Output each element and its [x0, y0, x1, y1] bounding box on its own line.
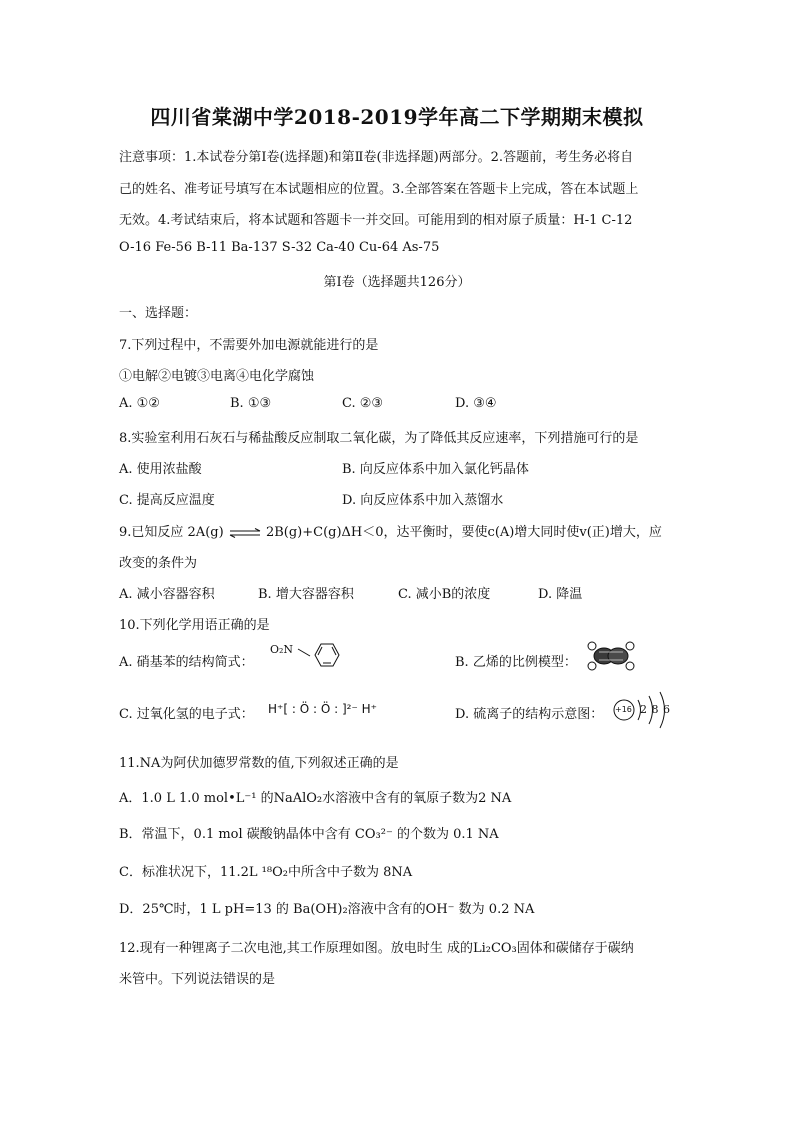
- q12-stem-line-2: 米管中。下列说法错误的是: [119, 972, 276, 987]
- q7-sub: ①电解②电镀③电离④电化学腐蚀: [119, 369, 315, 384]
- q8-option-b: B. 向反应体系中加入氯化钙晶体: [342, 462, 529, 477]
- q11-option-a: A．1.0 L 1.0 mol•L⁻¹ 的NaAlO₂水溶液中含有的氧原子数为2 NA: [119, 791, 512, 806]
- q9-option-b: B. 增大容器容积: [258, 587, 354, 602]
- q7-option-c: C. ②③: [342, 396, 384, 411]
- q9-stem-line-1: [119, 521, 662, 540]
- nitro-group-label: O₂N: [270, 643, 294, 656]
- q11-option-c: C．标准状况下，11.2L ¹⁸O₂中所含中子数为 8NA: [119, 865, 413, 880]
- q9-option-a: A. 减小容器容积: [119, 587, 215, 602]
- q7-stem: 7.下列过程中，不需要外加电源就能进行的是: [119, 338, 379, 353]
- q10-option-b: B. 乙烯的比例模型：: [455, 655, 577, 670]
- q7-option-d: D. ③④: [455, 396, 497, 411]
- q8-option-d: D. 向反应体系中加入蒸馏水: [342, 493, 504, 508]
- q10-stem: 10.下列化学用语正确的是: [119, 618, 270, 633]
- ethylene-model-icon: [585, 640, 637, 672]
- notice-line-1: 注意事项：1.本试卷分第Ⅰ卷(选择题)和第Ⅱ卷(非选择题)两部分。2.答题前，考生务必将自: [119, 150, 634, 165]
- q11-option-b: B．常温下，0.1 mol 碳酸钠晶体中含有 CO₃²⁻ 的个数为 0.1 NA: [119, 827, 499, 842]
- sulfide-nucleus-label: +16: [615, 705, 632, 714]
- notice-line-4: O-16 Fe-56 B-11 Ba-137 S-32 Ca-40 Cu-64 As-75: [119, 240, 440, 255]
- q11-stem: 11.NA为阿伏加德罗常数的值,下列叙述正确的是: [119, 756, 399, 771]
- notice-line-3: 无效。4.考试结束后，将本试题和答题卡一并交回。可能用到的相对原子质量：H-1 C-12: [119, 213, 633, 228]
- notice-line-2: 己的姓名、准考证号填写在本试题相应的位置。3.全部答案在答题卡上完成，答在本试题上: [119, 182, 639, 197]
- q8-option-a: A. 使用浓盐酸: [119, 462, 202, 477]
- q8-stem: 8.实验室利用石灰石与稀盐酸反应制取二氧化碳，为了降低其反应速率，下列措施可行的是: [119, 431, 639, 446]
- q12-stem-line-1: 12.现有一种锂离子二次电池,其工作原理如图。放电时生 成的Li₂CO₃固体和碳储存于碳纳: [119, 941, 634, 956]
- equilibrium-arrow-icon: [228, 528, 262, 538]
- q7-option-a: A. ①②: [119, 396, 160, 411]
- q8-option-c: C. 提高反应温度: [119, 493, 215, 508]
- peroxide-electron-formula: H⁺[ : Ö : Ö : ]²⁻ H⁺: [268, 702, 377, 716]
- q10-option-c: C. 过氧化氢的电子式：: [119, 707, 254, 722]
- q9-option-c: C. 减小B的浓度: [398, 587, 491, 602]
- q10-option-a: A. 硝基苯的结构简式：: [119, 655, 254, 670]
- sulfide-shell-counts: 2 8 6: [640, 703, 670, 716]
- section-title: 第Ⅰ卷（选择题共126分）: [323, 275, 471, 290]
- page-title: 四川省棠湖中学2018-2019学年高二下学期期末模拟: [150, 105, 644, 129]
- q11-option-d: D．25℃时，1 L pH=13 的 Ba(OH)₂溶液中含有的OH⁻ 数为 0.2 NA: [119, 902, 535, 917]
- q9-stem-line-2: 改变的条件为: [119, 556, 198, 571]
- q9-stem-part-b: 2B(g)+C(g)ΔH＜0，达平衡时，要使c(A)增大同时使v(正)增大，应: [265, 525, 662, 540]
- q9-stem-part-a: 9.已知反应 2A(g): [119, 525, 224, 540]
- part-label: 一、选择题：: [119, 306, 198, 321]
- q10-option-d: D. 硫离子的结构示意图：: [455, 707, 604, 722]
- q7-option-b: B. ①③: [230, 396, 272, 411]
- q9-option-d: D. 降温: [538, 587, 583, 602]
- benzene-ring-icon: [296, 641, 348, 671]
